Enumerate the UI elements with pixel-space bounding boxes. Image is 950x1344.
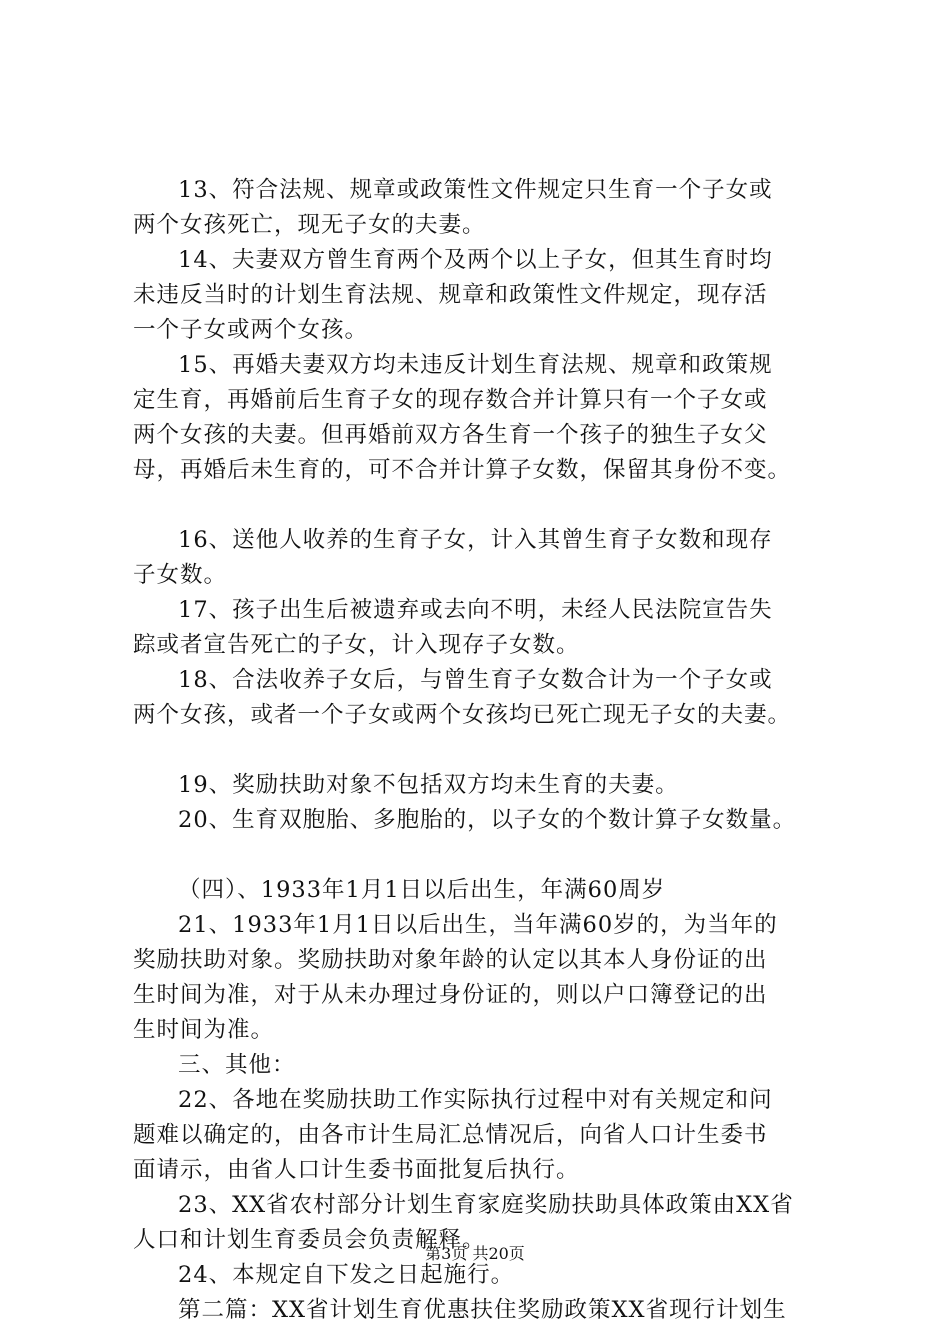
page-number: 第3页 共20页 (425, 1244, 525, 1263)
text-line: 18、合法收养子女后，与曾生育子女数合计为一个子女或 (178, 667, 773, 693)
text-line: 人口和计划生育委员会负责解释。 (133, 1227, 486, 1253)
page-footer (0, 1242, 950, 1266)
blank-line (133, 838, 853, 873)
text-line: 21、1933年1月1日以后出生，当年满60岁的，为当年的 (178, 912, 778, 938)
text-line: 第二篇：XX省计划生育优惠扶住奖励政策XX省现行计划生 (178, 1297, 787, 1323)
blank-line (133, 488, 853, 523)
text-line: 两个女孩的夫妻。但再婚前双方各生育一个孩子的独生子女父 (133, 422, 768, 448)
document-body (133, 173, 853, 1328)
blank-line (133, 733, 853, 768)
text-line: 两个女孩死亡，现无子女的夫妻。 (133, 212, 486, 238)
text-line: 16、送他人收养的生育子女，计入其曾生育子女数和现存 (178, 527, 773, 553)
text-line: （四）、1933年1月1日以后出生，年满60周岁 (178, 877, 666, 903)
text-line: 17、孩子出生后被遗弃或去向不明，未经人民法院宣告失 (178, 597, 773, 623)
text-line: 14、夫妻双方曾生育两个及两个以上子女，但其生育时均 (178, 247, 773, 273)
text-line: 面请示，由省人口计生委书面批复后执行。 (133, 1157, 580, 1183)
text-line: 定生育，再婚前后生育子女的现存数合并计算只有一个子女或 (133, 387, 768, 413)
text-line: 20、生育双胞胎、多胞胎的，以子女的个数计算子女数量。 (178, 807, 797, 833)
text-line: 一个子女或两个女孩。 (133, 317, 369, 343)
text-line: 13、符合法规、规章或政策性文件规定只生育一个子女或 (178, 177, 773, 203)
text-line: 子女数。 (133, 562, 228, 588)
text-line: 三、其他： (178, 1052, 296, 1078)
text-line: 两个女孩，或者一个子女或两个女孩均已死亡现无子女的夫妻。 (133, 702, 792, 728)
text-line: 题难以确定的，由各市计生局汇总情况后，向省人口计生委书 (133, 1122, 768, 1148)
text-line: 生时间为准，对于从未办理过身份证的，则以户口簿登记的出 (133, 982, 768, 1008)
text-line: 22、各地在奖励扶助工作实际执行过程中对有关规定和问 (178, 1087, 773, 1113)
text-line: 母，再婚后未生育的，可不合并计算子女数，保留其身份不变。 (133, 457, 792, 483)
text-line: 19、奖励扶助对象不包括双方均未生育的夫妻。 (178, 772, 679, 798)
text-line: 15、再婚夫妻双方均未违反计划生育法规、规章和政策规 (178, 352, 773, 378)
text-line: 踪或者宣告死亡的子女，计入现存子女数。 (133, 632, 580, 658)
text-line: 23、XX省农村部分计划生育家庭奖励扶助具体政策由XX省 (178, 1192, 794, 1218)
text-line: 未违反当时的计划生育法规、规章和政策性文件规定，现存活 (133, 282, 768, 308)
text-line: 24、本规定自下发之日起施行。 (178, 1262, 515, 1288)
text-line: 生时间为准。 (133, 1017, 275, 1043)
text-line: 奖励扶助对象。奖励扶助对象年龄的认定以其本人身份证的出 (133, 947, 768, 973)
